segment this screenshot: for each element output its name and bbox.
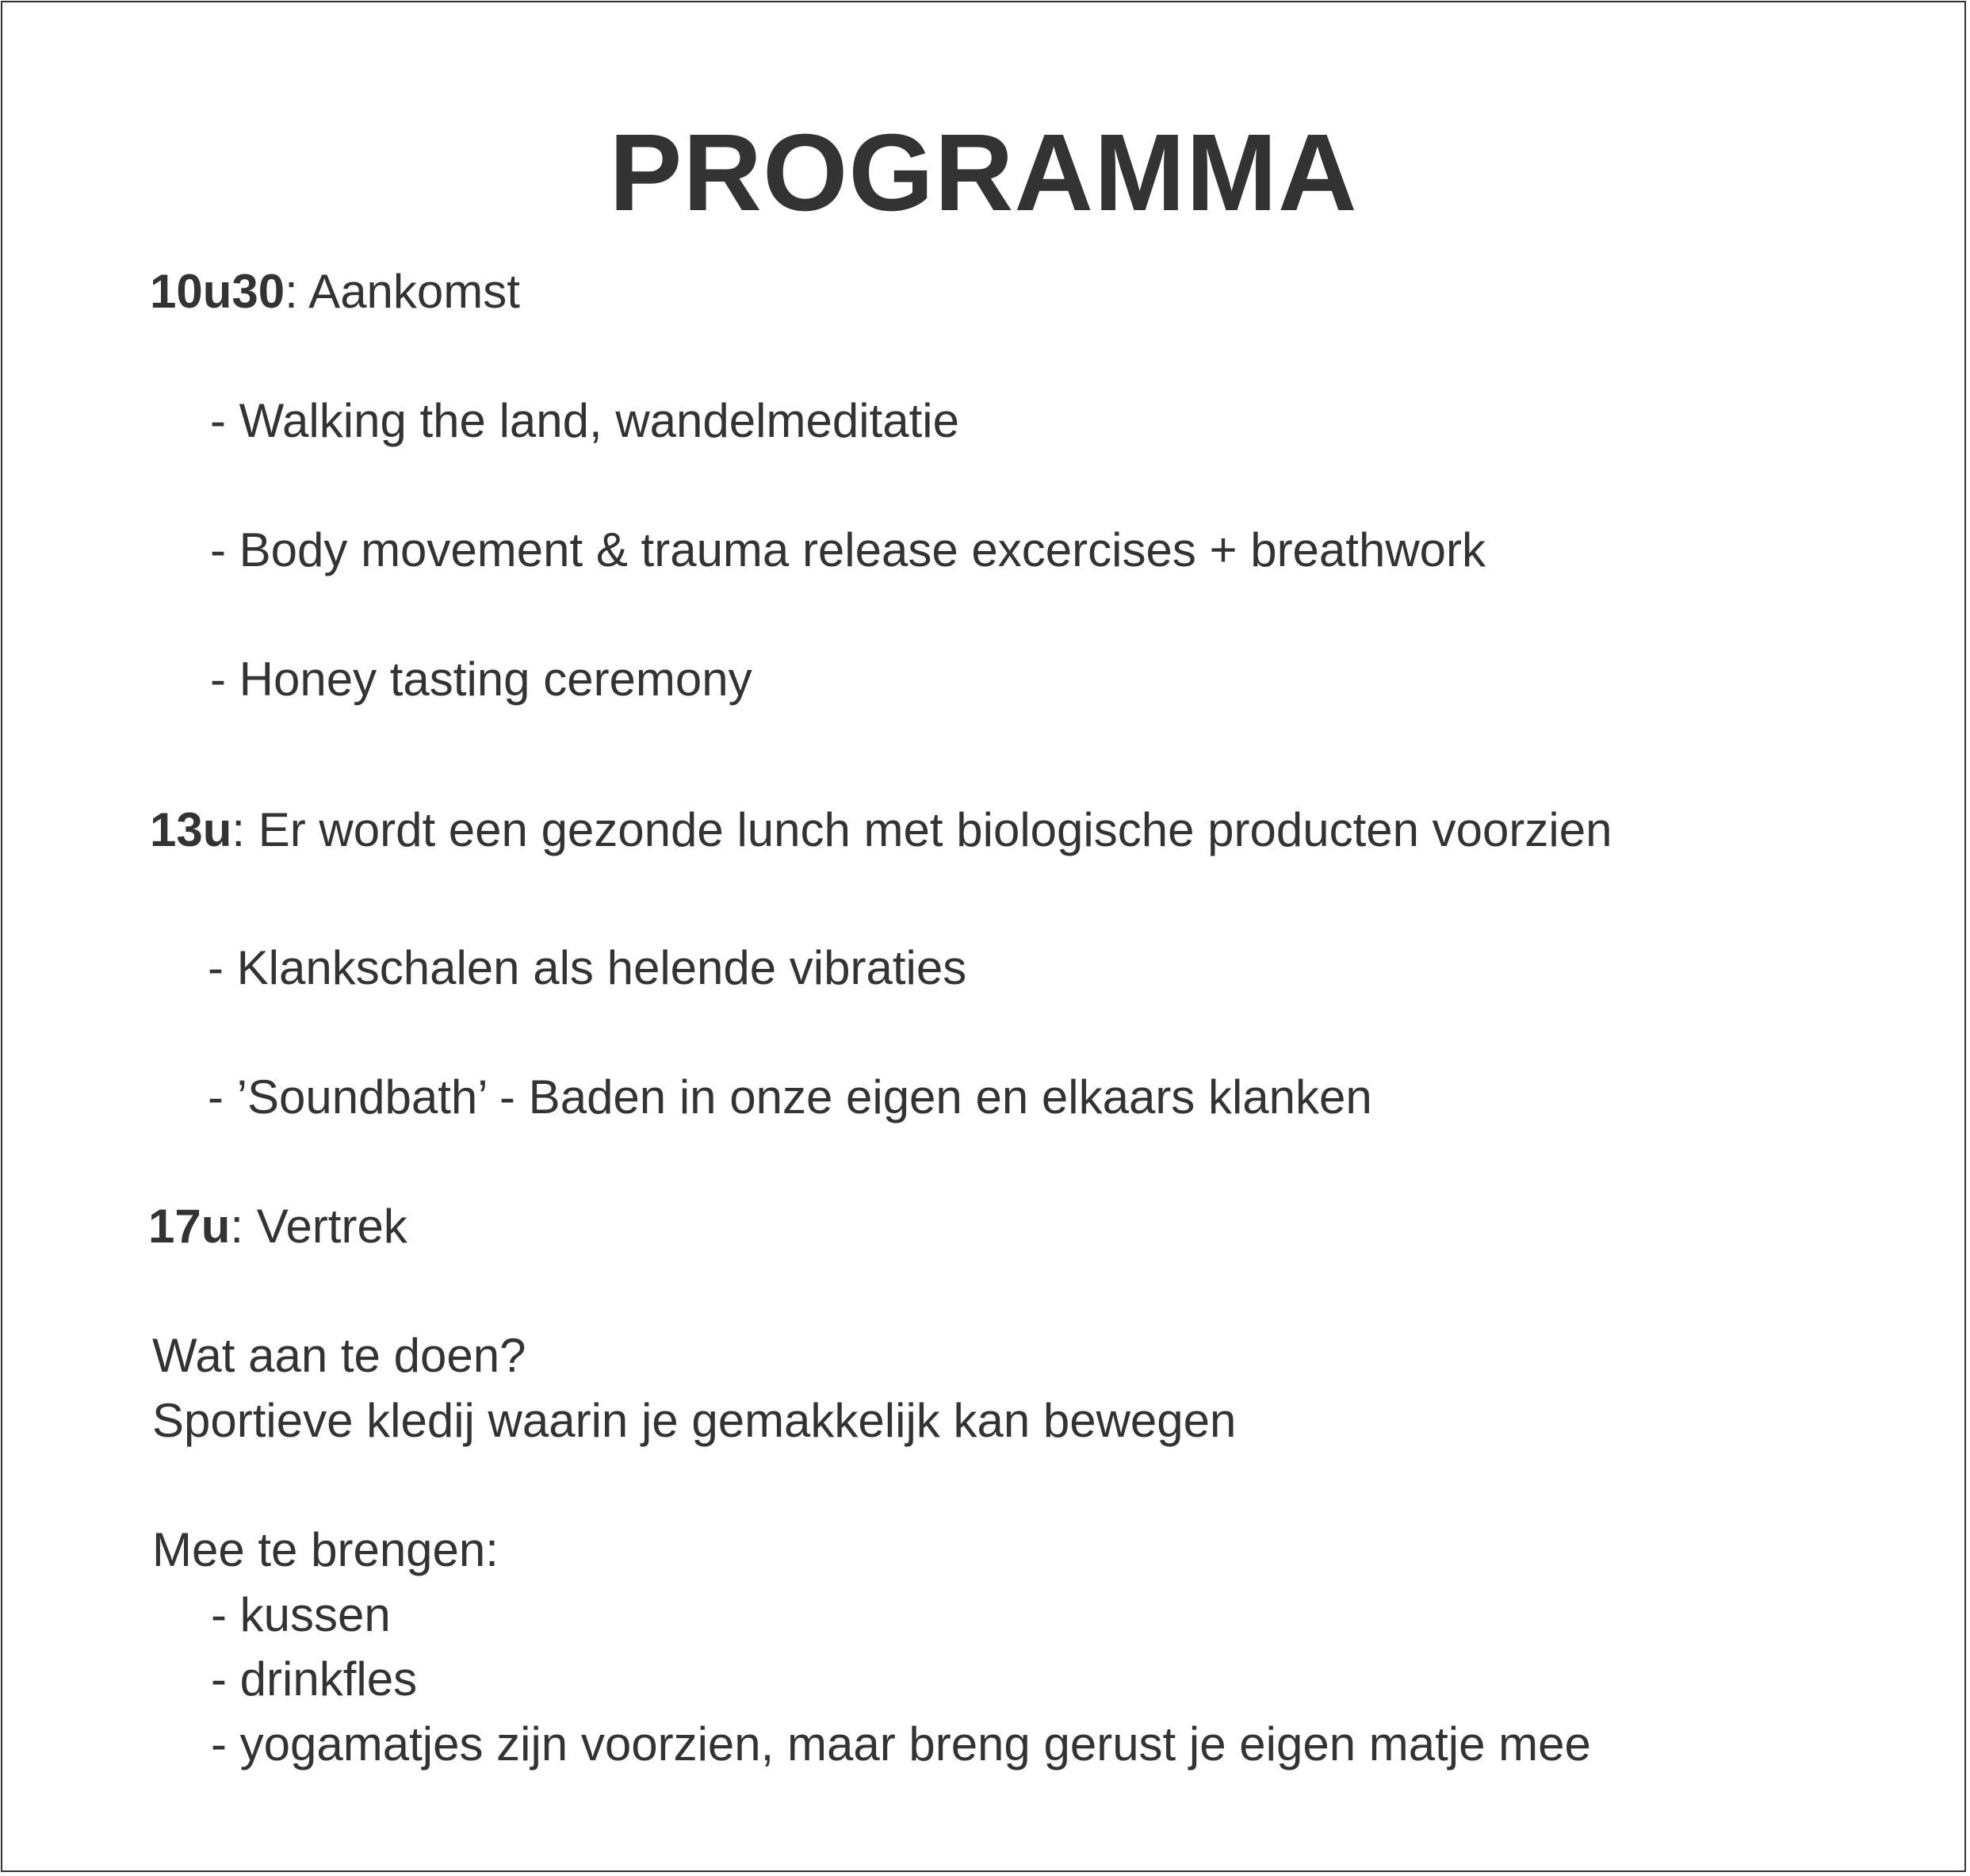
clothing-question: Wat aan te doen?	[152, 1329, 526, 1382]
list-item: - yogamatjes zijn voorzien, maar breng gerust je eigen matje mee	[211, 1717, 1591, 1771]
list-item: - Honey tasting ceremony	[210, 653, 752, 706]
schedule-text: : Aankomst	[285, 265, 520, 318]
list-item: - kussen	[211, 1588, 391, 1641]
schedule-entry-lunch	[150, 802, 1612, 858]
list-item: - Walking the land, wandelmeditatie	[210, 394, 959, 447]
schedule-time: 17u	[148, 1200, 231, 1253]
list-item: - Body movement & trauma release excercises + breathwork	[210, 523, 1486, 576]
document-frame	[1, 1, 1966, 1872]
schedule-time: 10u30	[150, 265, 285, 318]
list-item: - drinkfles	[211, 1652, 418, 1706]
list-item: - Klankschalen als helende vibraties	[208, 941, 967, 994]
bring-heading: Mee te brengen:	[152, 1523, 499, 1576]
schedule-entry-departure	[148, 1199, 407, 1254]
page-title: PROGRAMMA	[609, 112, 1358, 234]
schedule-time: 13u	[150, 803, 232, 856]
list-item: - ’Soundbath’ - Baden in onze eigen en elkaars klanken	[208, 1070, 1372, 1124]
clothing-answer: Sportieve kledij waarin je gemakkelijk kan bewegen	[152, 1394, 1237, 1447]
schedule-text: : Er wordt een gezonde lunch met biologische producten voorzien	[231, 803, 1612, 856]
schedule-entry-arrival	[150, 264, 520, 320]
schedule-text: : Vertrek	[230, 1200, 407, 1253]
